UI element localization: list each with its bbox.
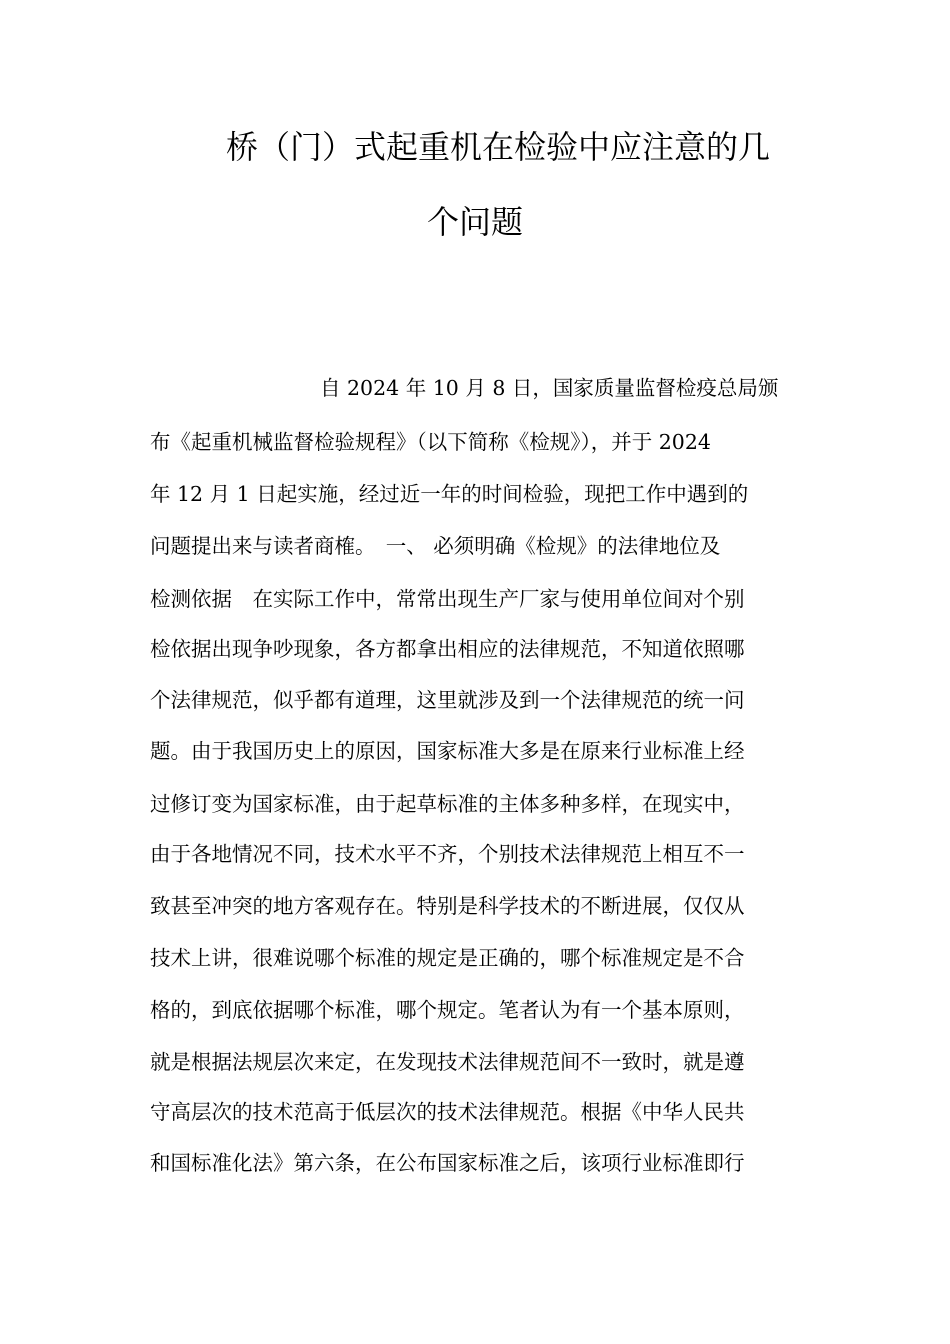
document-title-line-2: 个问题 [427, 203, 524, 241]
body-line: 年 12 月 1 日起实施，经过近一年的时间检验，现把工作中遇到的 [150, 482, 749, 506]
body-line: 过修订变为国家标准，由于起草标准的主体多种多样，在现实中， [150, 792, 745, 816]
body-line: 守高层次的技术范高于低层次的技术法律规范。根据《中华人民共 [150, 1100, 745, 1124]
body-line: 自 2024 年 10 月 8 日，国家质量监督检疫总局颁 [320, 376, 779, 400]
body-line: 由于各地情况不同，技术水平不齐，个别技术法律规范上相互不一 [150, 842, 745, 866]
body-line: 检依据出现争吵现象，各方都拿出相应的法律规范，不知道依照哪 [150, 637, 745, 661]
body-line: 问题提出来与读者商榷。 一、 必须明确《检规》的法律地位及 [150, 534, 721, 558]
body-line: 题。由于我国历史上的原因，国家标准大多是在原来行业标准上经 [150, 739, 745, 763]
body-line: 和国标准化法》第六条，在公布国家标准之后，该项行业标准即行 [150, 1151, 745, 1175]
body-line: 致甚至冲突的地方客观存在。特别是科学技术的不断进展，仅仅从 [150, 894, 745, 918]
body-line: 个法律规范，似乎都有道理，这里就涉及到一个法律规范的统一问 [150, 688, 745, 712]
body-line: 检测依据 在实际工作中，常常出现生产厂家与使用单位间对个别 [150, 587, 745, 611]
body-line: 就是根据法规层次来定，在发现技术法律规范间不一致时，就是遵 [150, 1050, 745, 1074]
document-title-line-1: 桥（门）式起重机在检验中应注意的几 [226, 128, 771, 166]
body-line: 格的，到底依据哪个标准，哪个规定。笔者认为有一个基本原则， [150, 998, 745, 1022]
body-line: 技术上讲，很难说哪个标准的规定是正确的，哪个标准规定是不合 [150, 946, 745, 970]
body-line: 布《起重机械监督检验规程》（以下简称《检规》），并于 2024 [150, 430, 711, 454]
